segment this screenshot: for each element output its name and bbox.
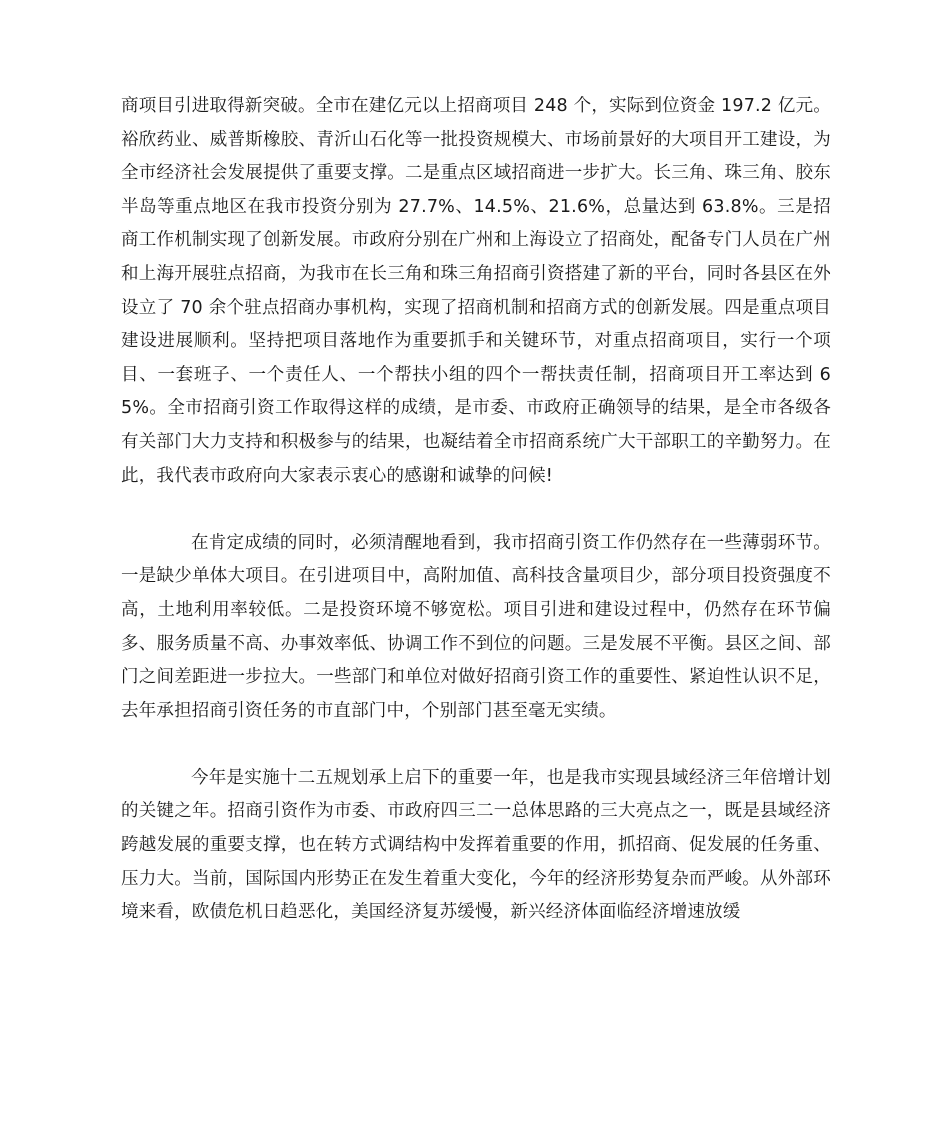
document-body xyxy=(121,90,831,930)
paragraph-investment-achievements: 商项目引进取得新突破。全市在建亿元以上招商项目 248 个，实际到位资金 197.2 亿元。裕欣药业、威普斯橡胶、青沂山石化等一批投资规模大、市场前景好的大项目开工建设，为全市经济社会发展提供了重要支撑。二是重点区域招商进一步扩大。长三角、珠三角、胶东半岛等重点地区在我市投资分别为 27.7%、14.5%、21.6%，总量达到 63.8%。三是招商工作机制实现了创新发展。市政府分别在广州和上海设立了招商处，配备专门人员在广州和上海开展驻点招商，为我市在长三角和珠三角招商引资搭建了新的平台，同时各县区在外设立了 70 余个驻点招商办事机构，实现了招商机制和招商方式的创新发展。四是重点项目建设进展顺利。坚持把项目落地作为重要抓手和关键环节，对重点招商项目，实行一个项目、一套班子、一个责任人、一个帮扶小组的四个一帮扶责任制，招商项目开工率达到 65%。全市招商引资工作取得这样的成绩，是市委、市政府正确领导的结果，是全市各级各有关部门大力支持和积极参与的结果，也凝结着全市招商系统广大干部职工的辛勤努力。在此，我代表市政府向大家表示衷心的感谢和诚挚的问候! xyxy=(121,96,831,486)
paragraph-current-situation: 今年是实施十二五规划承上启下的重要一年，也是我市实现县域经济三年倍增计划的关键之年。招商引资作为市委、市政府四三二一总体思路的三大亮点之一，既是县域经济跨越发展的重要支撑，也在转方式调结构中发挥着重要的作用，抓招商、促发展的任务重、压力大。当前，国际国内形势正在发生着重大变化，今年的经济形势复杂而严峻。从外部环境来看，欧债危机日趋恶化，美国经济复苏缓慢，新兴经济体面临经济增速放缓 xyxy=(121,767,831,923)
paragraph-gap xyxy=(121,493,831,527)
paragraph-gap xyxy=(121,728,831,762)
paragraph-weaknesses: 在肯定成绩的同时，必须清醒地看到，我市招商引资工作仍然存在一些薄弱环节。一是缺少单体大项目。在引进项目中，高附加值、高科技含量项目少，部分项目投资强度不高，土地利用率较低。二是投资环境不够宽松。项目引进和建设过程中，仍然存在环节偏多、服务质量不高、办事效率低、协调工作不到位的问题。三是发展不平衡。县区之间、部门之间差距进一步拉大。一些部门和单位对做好招商引资工作的重要性、紧迫性认识不足，去年承担招商引资任务的市直部门中，个别部门甚至毫无实绩。 xyxy=(121,532,831,721)
